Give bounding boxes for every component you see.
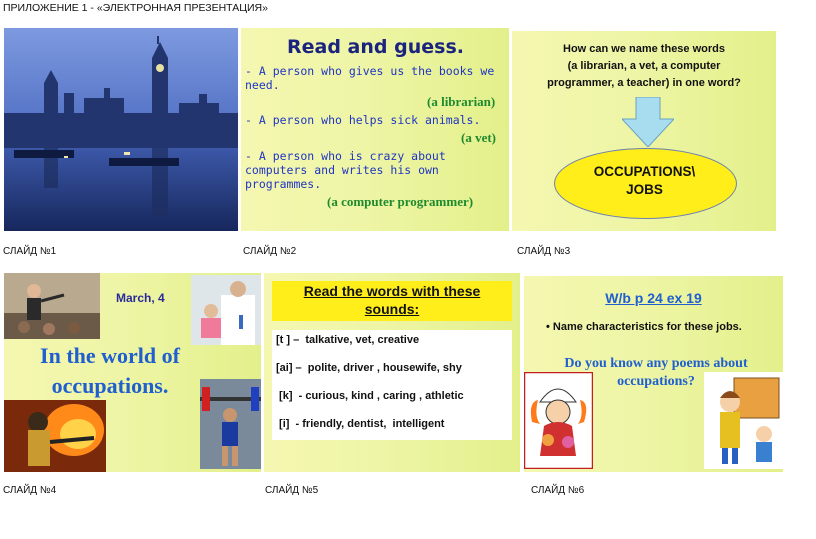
- question-line-3: programmer, a teacher) in one word?: [547, 77, 741, 89]
- teacher-photo: [4, 273, 100, 339]
- sound-row-t: [t ] – talkative, vet, creative: [276, 334, 420, 346]
- bullet-text: Name characteristics for these jobs.: [552, 321, 742, 333]
- sound-row-ai: [ai] – polite, driver , housewife, shy: [276, 362, 462, 374]
- riddle-1-answer: (a librarian): [427, 94, 496, 109]
- slide-2-read-and-guess: [241, 28, 509, 231]
- firefighter-photo: [4, 400, 106, 472]
- slide-5-title-line-1: Read the words with these: [303, 283, 481, 299]
- chef-clipart-image: [524, 372, 593, 469]
- answer-line-1: OCCUPATIONS\: [593, 164, 696, 179]
- poem-line-2: occupations?: [617, 374, 695, 389]
- answer-text: [554, 163, 735, 199]
- slide-3-question: [522, 41, 766, 92]
- slide-4-date: March, 4: [116, 291, 165, 305]
- teacher-clipart-image: [704, 372, 783, 469]
- slide-4-title: [10, 341, 210, 401]
- slide-3-occupations-question: [512, 31, 776, 231]
- riddle-1-text: - A person who gives us the books we need.: [245, 64, 495, 92]
- title-line-2: occupations.: [51, 373, 169, 398]
- london-skyline-image: [4, 28, 238, 231]
- slide-1-london-photo: [4, 28, 238, 231]
- slide-5-sounds: [264, 273, 520, 472]
- slide-3-caption: СЛАЙД №3: [517, 246, 571, 257]
- riddle-3-answer: (a computer programmer): [327, 194, 474, 209]
- slide-5-caption: СЛАЙД №5: [265, 485, 319, 496]
- slide-4-world-of-occupations: [4, 273, 261, 472]
- slide-2-caption: СЛАЙД №2: [243, 246, 297, 257]
- riddle-3-text: - A person who is crazy about computers and writes his own programmes.: [245, 149, 446, 191]
- weightlifter-photo: [200, 379, 261, 469]
- slide-6-workbook: [524, 276, 783, 472]
- down-arrow-icon: [622, 97, 674, 147]
- slide-6-heading: W/b p 24 ex 19: [605, 290, 702, 306]
- slide-2-title: Read and guess.: [287, 36, 464, 58]
- slide-6-bullet: • Name characteristics for these jobs.: [546, 321, 742, 333]
- slide-1-caption: СЛАЙД №1: [3, 246, 57, 257]
- riddle-2-answer: (a vet): [461, 130, 497, 145]
- slide-6-caption: СЛАЙД №6: [531, 485, 585, 496]
- answer-line-2: JOBS: [626, 182, 663, 197]
- page-header: ПРИЛОЖЕНИЕ 1 - «ЭЛЕКТРОННАЯ ПРЕЗЕНТАЦИЯ»: [3, 2, 268, 14]
- riddle-2-text: - A person who helps sick animals.: [245, 113, 481, 127]
- slide-5-title-line-2: sounds:: [364, 301, 420, 317]
- doctor-photo: [191, 275, 261, 345]
- poem-line-1: Do you know any poems about: [564, 356, 748, 371]
- slide-4-caption: СЛАЙД №4: [3, 485, 57, 496]
- sound-row-k: [k] - curious, kind , caring , athletic: [276, 390, 464, 402]
- question-line-1: How can we name these words: [563, 43, 725, 55]
- slide-5-title: [272, 282, 512, 318]
- title-line-1: In the world of: [40, 343, 180, 368]
- question-line-2: (a librarian, a vet, a computer: [567, 60, 721, 72]
- sound-row-i: [i] - friendly, dentist, intelligent: [276, 418, 445, 430]
